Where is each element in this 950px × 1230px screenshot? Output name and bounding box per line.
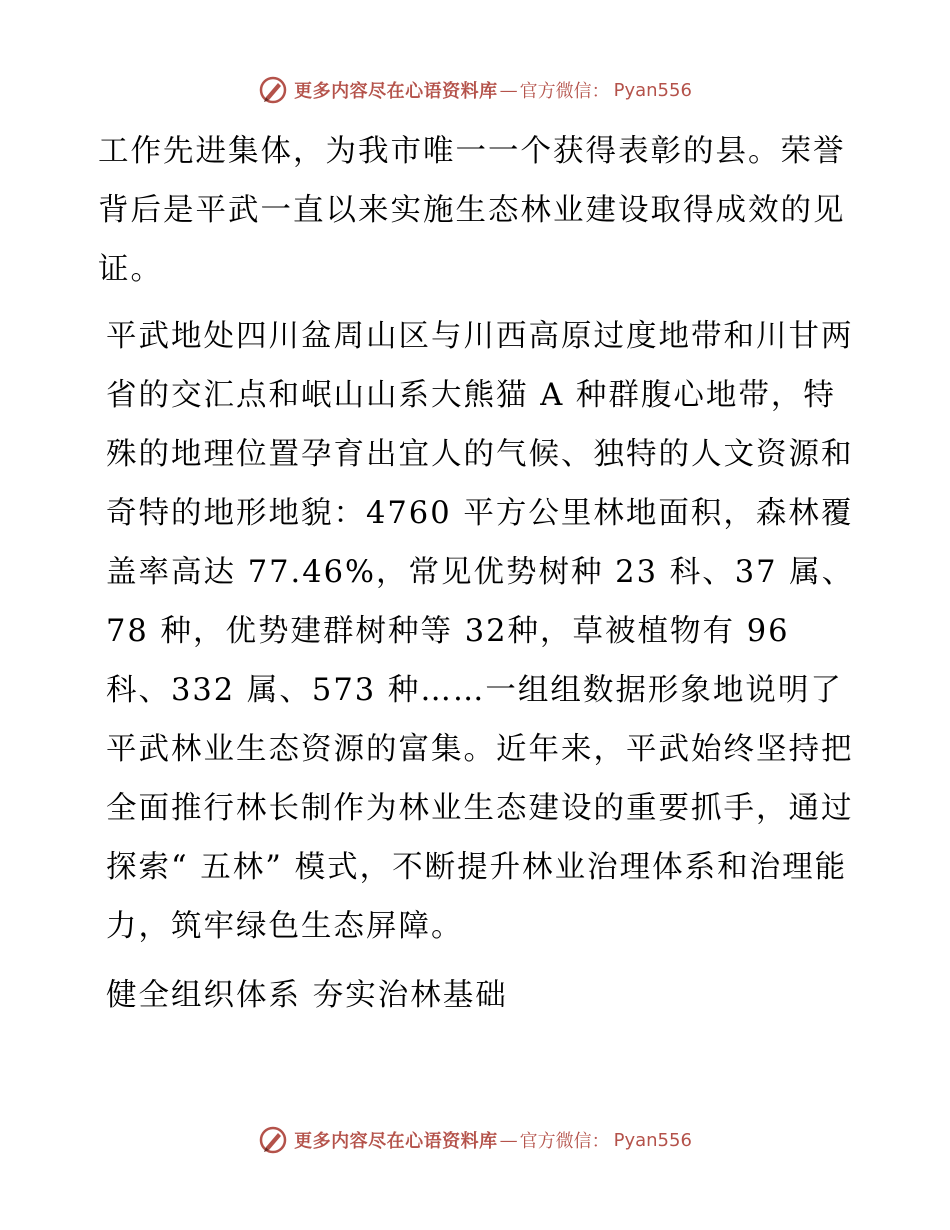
watermark-id: Pyan556 — [613, 79, 692, 101]
paragraph-2: 平武地处四川盆周山区与川西高原过度地带和川甘两省的交汇点和岷山山系大熊猫 A 种群腹心地带，特殊的地理位置孕育出宜人的气候、独特的人文资源和奇特的地形地貌：4760 平方公里林地面积，森林覆盖率高达 77.46%，常见优势树种 23 科、37 属、78 种，优势建群树种等 32种，草被植物有 96 科、332 属、573 种……一组组数据形象地说明了平武林业生态资源的富集。近年来，平武始终坚持把全面推行林长制作为林业生态建设的重要抓手，通过探索“ 五林” 模式，不断提升林业治理体系和治理能力，筑牢绿色生态屏障。 — [106, 319, 855, 944]
watermark-label: 官方微信： — [519, 1131, 610, 1152]
watermark-text: 更多内容尽在心语资料库 — [294, 1131, 498, 1152]
pen-circle-icon — [258, 75, 288, 105]
watermark-id: Pyan556 — [613, 1129, 692, 1151]
paragraph-1: 工作先进集体，为我市唯一一个获得表彰的县。荣誉背后是平武一直以来实施生态林业建设取得成效的见证。 — [98, 134, 846, 287]
pen-circle-icon — [258, 1125, 288, 1155]
document-body — [98, 122, 858, 1025]
watermark-separator: — — [499, 79, 518, 101]
watermark-footer — [0, 1122, 950, 1158]
watermark-text: 更多内容尽在心语资料库 — [294, 81, 498, 102]
section-heading: 健全组织体系 夯实治林基础 — [106, 978, 508, 1013]
watermark-separator: — — [499, 1129, 518, 1151]
watermark-label: 官方微信： — [519, 81, 610, 102]
watermark-header — [0, 72, 950, 108]
